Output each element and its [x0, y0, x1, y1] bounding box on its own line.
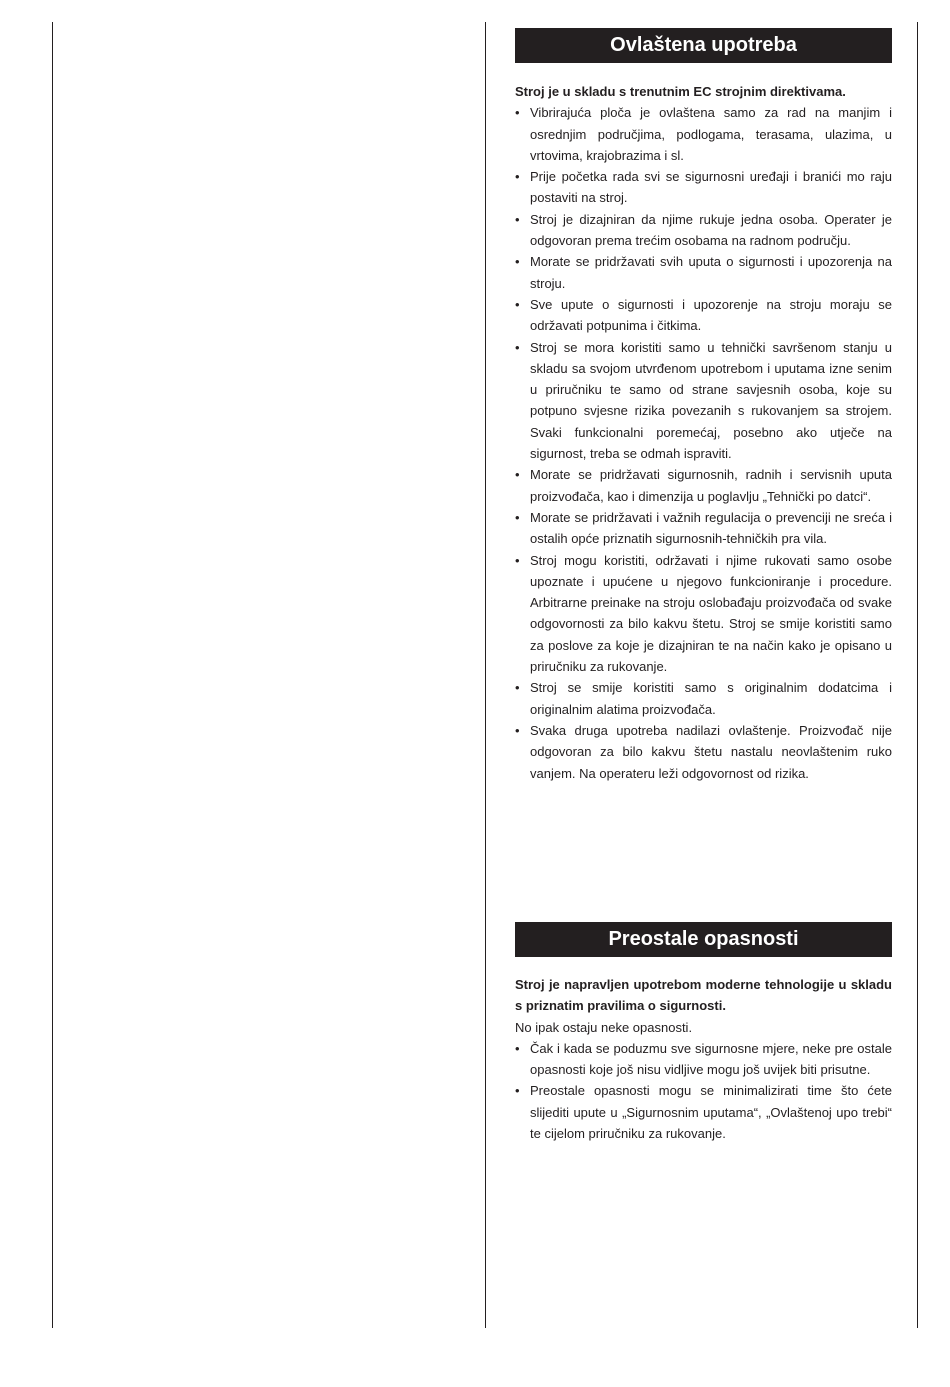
list-item: • Stroj se smije koristiti samo s originalnim dodatcima i originalnim alatima proizvođača.: [515, 677, 892, 720]
list-item: • Stroj je dizajniran da njime rukuje jedna osoba. Operater je odgovoran prema trećim osobama na radnom području.: [515, 209, 892, 252]
page-divider-left: [52, 22, 53, 1328]
section-title-residual-hazards: Preostale opasnosti: [515, 922, 892, 957]
page-divider-center: [485, 22, 486, 1328]
list-item: • Čak i kada se poduzmu sve sigurnosne mjere, neke pre ostale opasnosti koje još nisu vidljive mogu još uvijek biti prisutne.: [515, 1038, 892, 1081]
list-item: • Svaka druga upotreba nadilazi ovlaštenje. Proizvođač nije odgovoran za bilo kakvu štetu nastalu neovlaštenim ruko vanjem. Na operateru leži odgovornost od rizika.: [515, 720, 892, 784]
list-item: • Stroj mogu koristiti, održavati i njime rukovati samo osobe upoznate i upućene u njegovo funkcioniranje i procedure. Arbitrarne preinake na stroju oslobađaju proizvođača od svake odgovornosti za bilo kakvu štetu. Stroj se smije koristiti samo za poslove za koje je dizajniran te na način kako je opisano u priručniku za rukovanje.: [515, 550, 892, 678]
list-item: • Preostale opasnosti mogu se minimalizirati time što ćete slijediti upute u „Sigurnosnim uputama“, „Ovlaštenoj upo trebi“ te cijelom priručniku za rukovanje.: [515, 1080, 892, 1144]
list-item: • Morate se pridržavati sigurnosnih, radnih i servisnih uputa proizvođača, kao i dimenzija u poglavlju „Tehnički po datci“.: [515, 464, 892, 507]
list-item: • Prije početka rada svi se sigurnosni uređaji i branići mo raju postaviti na stroj.: [515, 166, 892, 209]
residual-hazards-intro: No ipak ostaju neke opasnosti.: [515, 1019, 693, 1035]
residual-hazards-section: [515, 922, 892, 1144]
list-item: • Sve upute o sigurnosti i upozorenje na stroju moraju se održavati potpunima i čitkima.: [515, 294, 892, 337]
list-item: • Morate se pridržavati svih uputa o sigurnosti i upozorenja na stroju.: [515, 251, 892, 294]
list-item: • Morate se pridržavati i važnih regulacija o prevenciji ne sreća i ostalih opće priznatih sigurnosnih-tehničkih pra vila.: [515, 507, 892, 550]
authorized-use-list: [515, 102, 892, 784]
authorized-use-lead: Stroj je u skladu s trenutnim EC strojnim direktivama.: [515, 84, 846, 99]
authorized-use-section: [515, 28, 892, 784]
section-title-authorized-use: Ovlaštena upotreba: [515, 28, 892, 63]
residual-hazards-lead: Stroj je napravljen upotrebom moderne tehnologije u skladu s priznatim pravilima o sigurnosti.: [515, 977, 892, 1014]
residual-hazards-list: [515, 1038, 892, 1144]
list-item: • Stroj se mora koristiti samo u tehnički savršenom stanju u skladu sa svojom utvrđenom upotrebom i uputama izne senim u priručniku te samo od strane savjesnih osoba, koje su potpuno svjesne rizika povezanih s rukovanjem sa strojem. Svaki funkcionalni poremećaj, posebno ako utječe na sigurnost, treba se odmah ispraviti.: [515, 337, 892, 465]
page-divider-right: [917, 22, 918, 1328]
list-item: • Vibrirajuća ploča je ovlaštena samo za rad na manjim i osrednjim područjima, podlogama, terasama, ulazima, u vrtovima, krajobrazima i sl.: [515, 102, 892, 166]
